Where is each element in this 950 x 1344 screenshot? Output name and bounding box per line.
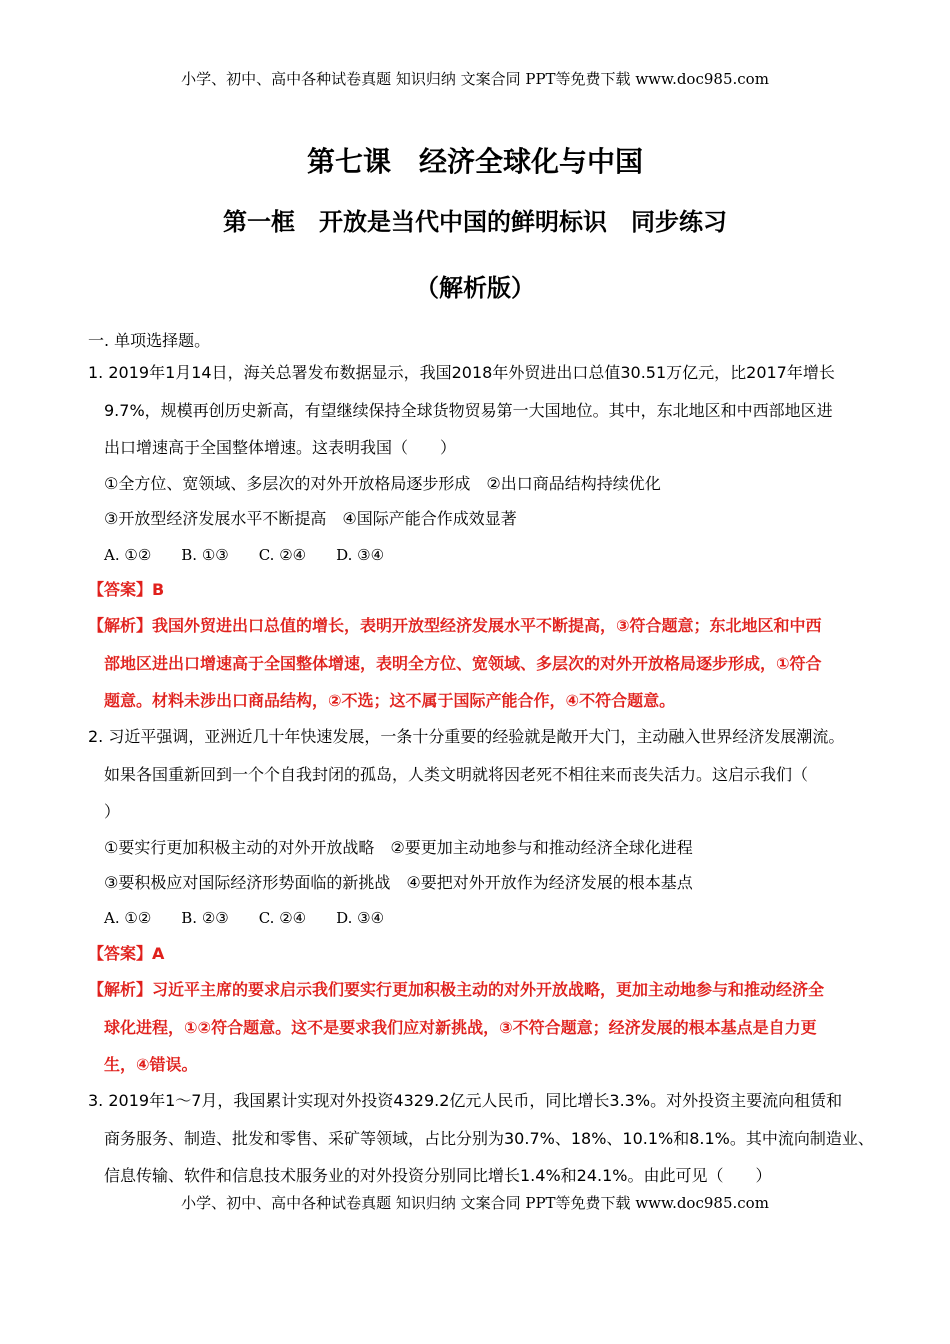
option-c: C. ②④	[258, 909, 307, 927]
question-item-line: ③要积极应对国际经济形势面临的新挑战 ④要把对外开放作为经济发展的根本基点	[104, 873, 693, 892]
page-footer: 小学、初中、高中各种试卷真题 知识归纳 文案合同 PPT等免费下载 www.doc985.com	[181, 1194, 769, 1212]
question-stem-line: 如果各国重新回到一个个自我封闭的孤岛，人类文明就将因老死不相往来而丧失活力。这启示我们（	[104, 765, 809, 784]
option-d: D. ③④	[336, 909, 385, 927]
option-a: A. ①②	[104, 909, 152, 927]
question-stem-line: ）	[104, 802, 121, 821]
section-heading: 一. 单项选择题。	[88, 331, 211, 350]
question-stem-line: 3. 2019年1～7月，我国累计实现对外投资4329.2亿元人民币，同比增长3.3%。对外投资主要流向租赁和	[88, 1091, 843, 1110]
analysis-line: 题意。材料未涉出口商品结构，②不选；这不属于国际产能合作，④不符合题意。	[104, 691, 676, 710]
answer-options	[104, 908, 414, 928]
question-stem-line: 出口增速高于全国整体增速。这表明我国（ ）	[104, 438, 457, 457]
question-stem-line: 2. 习近平强调，亚洲近几十年快速发展，一条十分重要的经验就是敞开大门，主动融入世界经济发展潮流。	[88, 727, 845, 746]
answer-label: 【答案】A	[88, 944, 165, 963]
answer-label: 【答案】B	[88, 580, 165, 599]
question-stem-line: 信息传输、软件和信息技术服务业的对外投资分别同比增长1.4%和24.1%。由此可见（ ）	[104, 1166, 772, 1185]
answer-options	[104, 545, 414, 565]
option-d: D. ③④	[336, 546, 385, 564]
question-stem-line: 1. 2019年1月14日，海关总署发布数据显示，我国2018年外贸进出口总值30.51万亿元，比2017年增长	[88, 363, 835, 382]
analysis-line: 【解析】我国外贸进出口总值的增长，表明开放型经济发展水平不断提高，③符合题意；东北地区和中西	[88, 616, 822, 635]
option-c: C. ②④	[258, 546, 307, 564]
analysis-line: 部地区进出口增速高于全国整体增速，表明全方位、宽领域、多层次的对外开放格局逐步形成，①符合	[104, 654, 822, 673]
analysis-line: 生，④错误。	[104, 1055, 198, 1074]
option-a: A. ①②	[104, 546, 152, 564]
option-b: B. ②③	[181, 909, 229, 927]
question-item-line: ①全方位、宽领域、多层次的对外开放格局逐步形成 ②出口商品结构持续优化	[104, 474, 661, 493]
option-b: B. ①③	[181, 546, 229, 564]
question-item-line: ①要实行更加积极主动的对外开放战略 ②要更加主动地参与和推动经济全球化进程	[104, 838, 693, 857]
page-header: 小学、初中、高中各种试卷真题 知识归纳 文案合同 PPT等免费下载 www.doc985.com	[181, 70, 769, 88]
analysis-line: 球化进程，①②符合题意。这不是要求我们应对新挑战，③不符合题意；经济发展的根本基点是自力更	[104, 1018, 817, 1037]
question-stem-line: 9.7%，规模再创历史新高，有望继续保持全球货物贸易第一大国地位。其中，东北地区和中西部地区进	[104, 401, 833, 420]
frame-title: 第一框 开放是当代中国的鲜明标识 同步练习	[223, 208, 727, 236]
question-stem-line: 商务服务、制造、批发和零售、采矿等领域，占比分别为30.7%、18%、10.1%和8.1%。其中流向制造业、	[104, 1129, 874, 1148]
lesson-title: 第七课 经济全球化与中国	[306, 145, 643, 178]
version-label: （解析版）	[415, 274, 535, 302]
analysis-line: 【解析】习近平主席的要求启示我们要实行更加积极主动的对外开放战略，更加主动地参与和推动经济全	[88, 980, 825, 999]
question-item-line: ③开放型经济发展水平不断提高 ④国际产能合作成效显著	[104, 509, 517, 528]
